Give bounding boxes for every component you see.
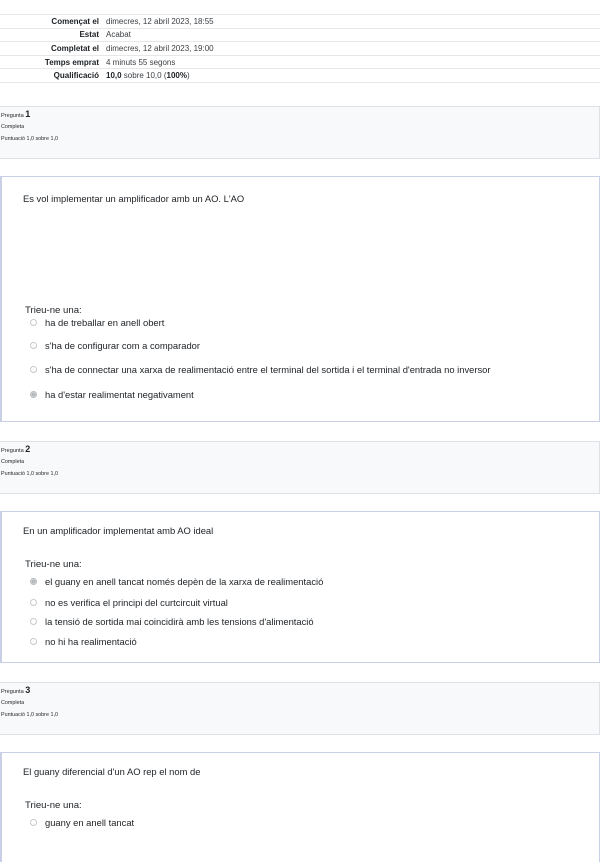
option-label: no hi ha realimentació — [45, 636, 137, 647]
question-1-mark: Puntuació 1,0 sobre 1,0 — [1, 136, 58, 142]
grade-end: ) — [186, 71, 190, 81]
question-1-text: Es vol implementar un amplificador amb un AO. L'AO — [23, 193, 245, 204]
radio-button[interactable] — [30, 342, 37, 349]
question-2-content — [0, 511, 600, 663]
question-1-option-4[interactable] — [30, 389, 194, 400]
summary-row-completed — [0, 41, 600, 55]
question-1-option-3[interactable] — [30, 364, 491, 375]
started-label: Començat el — [51, 16, 99, 26]
radio-button[interactable] — [30, 638, 37, 645]
radio-button[interactable] — [30, 618, 37, 625]
grade-value — [106, 71, 190, 80]
time-value: 4 minuts 55 segons — [106, 57, 176, 67]
summary-row-started — [0, 14, 600, 28]
option-label: la tensió de sortida mai coincidirà amb les tensions d'alimentació — [45, 616, 314, 627]
completed-value: dimecres, 12 abril 2023, 19:00 — [106, 43, 214, 53]
summary-row-state — [0, 28, 600, 42]
completed-label: Completat el — [50, 43, 99, 53]
radio-button[interactable] — [30, 819, 37, 826]
question-number: 2 — [25, 444, 31, 454]
grade-score: 10,0 — [106, 71, 122, 81]
option-label: no es verifica el principi del curtcircuit virtual — [45, 597, 228, 608]
attempt-summary-table — [0, 14, 600, 83]
question-2-mark: Puntuació 1,0 sobre 1,0 — [1, 471, 58, 477]
question-2-option-2[interactable] — [30, 597, 228, 608]
option-label: s'ha de configurar com a comparador — [45, 340, 200, 351]
grade-label: Qualificació — [53, 71, 99, 81]
started-value: dimecres, 12 abril 2023, 18:55 — [106, 16, 214, 26]
radio-button-selected[interactable] — [30, 578, 37, 585]
question-1-content — [0, 176, 600, 422]
state-label: Estat — [79, 30, 99, 40]
question-label: Pregunta — [1, 448, 24, 454]
question-3-state: Completa — [1, 700, 25, 706]
radio-button-selected[interactable] — [30, 391, 37, 398]
question-1-option-2[interactable] — [30, 340, 200, 351]
option-label: guany en anell tancat — [45, 817, 135, 828]
question-3-prompt: Trieu-ne una: — [25, 800, 82, 811]
question-1-number — [1, 110, 599, 121]
time-label: Temps emprat — [44, 57, 99, 67]
question-number: 1 — [25, 109, 31, 119]
option-label: s'ha de connectar una xarxa de realimentació entre el terminal del sortida i el terminal d'entrada no inversor — [45, 364, 491, 375]
question-3-content — [0, 752, 600, 862]
question-1-option-1[interactable] — [30, 317, 164, 328]
question-2-state: Completa — [1, 459, 25, 465]
state-value: Acabat — [106, 30, 131, 40]
question-2-option-3[interactable] — [30, 616, 314, 627]
question-2-number — [1, 445, 599, 456]
grade-mid: sobre 10,0 ( — [121, 71, 167, 81]
question-1-info — [0, 106, 600, 159]
question-label: Pregunta — [1, 113, 24, 119]
summary-row-grade — [0, 68, 600, 83]
question-2-text: En un amplificador implementat amb AO ideal — [23, 525, 214, 536]
question-label: Pregunta — [1, 689, 24, 695]
question-2-option-4[interactable] — [30, 636, 137, 647]
question-3-number — [1, 686, 599, 697]
radio-button[interactable] — [30, 319, 37, 326]
question-2-option-1[interactable] — [30, 576, 323, 587]
question-2-info — [0, 441, 600, 494]
question-3-text: El guany diferencial d'un AO rep el nom de — [23, 766, 201, 777]
question-1-state: Completa — [1, 124, 25, 130]
question-3-mark: Puntuació 1,0 sobre 1,0 — [1, 712, 58, 718]
question-1-prompt: Trieu-ne una: — [25, 305, 82, 316]
summary-row-time — [0, 55, 600, 69]
question-3-info — [0, 682, 600, 735]
grade-percent: 100% — [166, 71, 187, 81]
question-number: 3 — [25, 685, 31, 695]
option-label: el guany en anell tancat només depèn de la xarxa de realimentació — [45, 576, 324, 587]
question-2-prompt: Trieu-ne una: — [25, 559, 82, 570]
radio-button[interactable] — [30, 599, 37, 606]
question-3-option-1[interactable] — [30, 817, 134, 828]
radio-button[interactable] — [30, 366, 37, 373]
option-label: ha d'estar realimentat negativament — [45, 389, 194, 400]
option-label: ha de treballar en anell obert — [45, 317, 165, 328]
